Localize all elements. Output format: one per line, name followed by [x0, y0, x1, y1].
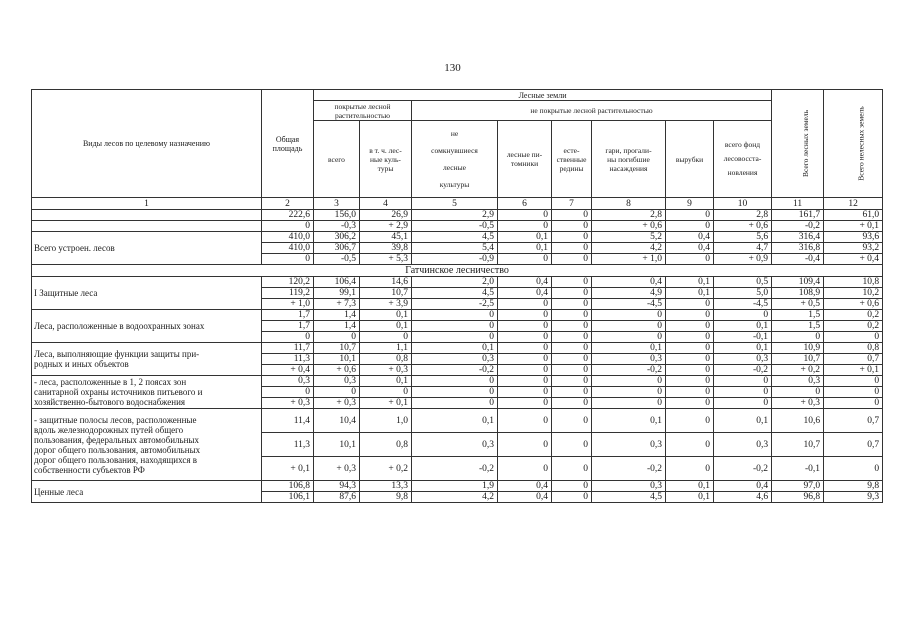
table-cell: 156,0: [314, 210, 360, 221]
table-cell: 0: [666, 332, 714, 343]
table-cell: 1,5: [772, 310, 824, 321]
table-cell: 0,1: [666, 492, 714, 503]
table-cell: 108,9: [772, 288, 824, 299]
table-cell: 0: [552, 232, 592, 243]
table-cell: 0: [360, 387, 412, 398]
row-label: [32, 221, 262, 232]
table-cell: 0: [262, 221, 314, 232]
table-cell: 93,2: [824, 243, 883, 254]
row-label: - защитные полосы лесов, расположенные вдоль железнодорожных путей общего пользования, федеральных автомобильных дорог общего пользования, автомобильных дорог общего пользования, находящихся в собственности субъектов РФ: [32, 409, 262, 481]
table-cell: -0,5: [412, 221, 498, 232]
table-cell: 109,4: [772, 277, 824, 288]
table-cell: 0: [498, 343, 552, 354]
table-cell: 0: [498, 387, 552, 398]
table-cell: 0: [498, 409, 552, 433]
table-cell: 2,0: [412, 277, 498, 288]
table-cell: 0: [552, 481, 592, 492]
row-label: [32, 210, 262, 221]
table-cell: 0,3: [592, 481, 666, 492]
table-cell: 0: [552, 332, 592, 343]
table-cell: -0,2: [714, 457, 772, 481]
table-cell: 0,1: [714, 321, 772, 332]
table-cell: -0,2: [714, 365, 772, 376]
header-forest-lands: Лесные земли: [314, 90, 772, 101]
table-cell: 0: [412, 387, 498, 398]
table-cell: 0: [314, 387, 360, 398]
table-cell: 0: [772, 387, 824, 398]
table-cell: 0: [666, 365, 714, 376]
table-cell: 0: [498, 221, 552, 232]
table-cell: 0: [262, 332, 314, 343]
table-cell: + 0,1: [262, 457, 314, 481]
table-cell: 4,9: [592, 288, 666, 299]
table-cell: + 0,3: [314, 457, 360, 481]
table-cell: 0: [314, 332, 360, 343]
table-cell: 0,1: [592, 409, 666, 433]
table-cell: 1,4: [314, 310, 360, 321]
table-cell: 0,1: [666, 288, 714, 299]
table-cell: + 0,3: [772, 398, 824, 409]
table-cell: 0,1: [714, 409, 772, 433]
table-cell: 45,1: [360, 232, 412, 243]
table-cell: 5,4: [412, 243, 498, 254]
table-cell: 120,2: [262, 277, 314, 288]
table-cell: 0,1: [412, 409, 498, 433]
table-cell: 0: [498, 332, 552, 343]
table-cell: 0: [552, 299, 592, 310]
table-cell: 2,8: [592, 210, 666, 221]
table-cell: 0,4: [498, 288, 552, 299]
table-cell: 0: [552, 398, 592, 409]
header-total: всего: [314, 121, 360, 198]
table-cell: 10,1: [314, 433, 360, 457]
table-cell: 0: [552, 433, 592, 457]
table-row: [32, 376, 883, 387]
table-cell: 94,3: [314, 481, 360, 492]
table-cell: + 0,2: [772, 365, 824, 376]
table-cell: -4,5: [714, 299, 772, 310]
table-cell: 0,3: [592, 354, 666, 365]
table-cell: -0,1: [772, 457, 824, 481]
table-cell: 0: [666, 299, 714, 310]
row-label: I Защитные леса: [32, 277, 262, 310]
table-cell: 0,1: [360, 376, 412, 387]
table-cell: 0: [592, 321, 666, 332]
table-cell: 0,1: [412, 343, 498, 354]
header-burnt-areas: гари, прогали- ны погибшие насаждения: [592, 121, 666, 198]
table-cell: 410,0: [262, 243, 314, 254]
table-cell: + 0,5: [772, 299, 824, 310]
table-cell: 0: [666, 433, 714, 457]
table-cell: -0,2: [772, 221, 824, 232]
table-cell: 0: [592, 398, 666, 409]
table-cell: 11,4: [262, 409, 314, 433]
table-cell: 0: [262, 254, 314, 265]
header-total-area: Общая площадь: [262, 90, 314, 198]
table-cell: + 1,0: [262, 299, 314, 310]
header-covered: покрытые лесной растительностью: [314, 101, 412, 121]
table-cell: 0: [666, 387, 714, 398]
table-cell: + 0,1: [824, 365, 883, 376]
table-cell: 4,2: [412, 492, 498, 503]
table-cell: + 0,9: [714, 254, 772, 265]
table-cell: 11,3: [262, 433, 314, 457]
table-cell: 4,2: [592, 243, 666, 254]
row-label: Всего устроен. лесов: [32, 232, 262, 265]
table-cell: 0,1: [498, 243, 552, 254]
table-cell: 2,9: [412, 210, 498, 221]
table-cell: 0: [666, 210, 714, 221]
table-cell: 0: [552, 492, 592, 503]
table-cell: 0: [552, 321, 592, 332]
table-cell: 97,0: [772, 481, 824, 492]
table-cell: 10,7: [772, 433, 824, 457]
row-label: Леса, расположенные в водоохранных зонах: [32, 310, 262, 343]
header-clearings: вырубки: [666, 121, 714, 198]
table-cell: 0,1: [592, 343, 666, 354]
table-cell: 0,8: [824, 343, 883, 354]
table-cell: -0,2: [592, 457, 666, 481]
table-cell: -0,4: [772, 254, 824, 265]
table-cell: 0: [552, 221, 592, 232]
table-cell: 0: [552, 310, 592, 321]
header-unclosed-cultures: не сомкнувшиеся лесные культуры: [412, 121, 498, 198]
table-cell: 4,5: [412, 288, 498, 299]
table-cell: 0,1: [360, 321, 412, 332]
table-cell: + 0,1: [360, 398, 412, 409]
table-cell: 4,5: [412, 232, 498, 243]
table-cell: 0: [714, 398, 772, 409]
table-cell: -0,1: [714, 332, 772, 343]
header-natural-glades: есте- ственные редины: [552, 121, 592, 198]
section-title: Гатчинское лесничество: [32, 265, 883, 277]
table-cell: 0: [498, 354, 552, 365]
table-cell: 0: [592, 310, 666, 321]
table-cell: 9,3: [824, 492, 883, 503]
table-cell: + 0,3: [314, 398, 360, 409]
table-cell: 0,4: [498, 481, 552, 492]
table-cell: 4,7: [714, 243, 772, 254]
table-cell: 0,4: [666, 232, 714, 243]
table-cell: 0: [498, 365, 552, 376]
table-row: [32, 409, 883, 433]
table-cell: 11,3: [262, 354, 314, 365]
table-cell: + 0,6: [714, 221, 772, 232]
table-cell: 0,7: [824, 354, 883, 365]
table-cell: 87,6: [314, 492, 360, 503]
table-cell: 0: [498, 376, 552, 387]
table-cell: 99,1: [314, 288, 360, 299]
table-cell: 0: [666, 310, 714, 321]
table-cell: 5,0: [714, 288, 772, 299]
table-cell: 5,6: [714, 232, 772, 243]
table-cell: + 2,9: [360, 221, 412, 232]
table-cell: 0: [714, 310, 772, 321]
table-cell: 0: [552, 243, 592, 254]
table-cell: 4,6: [714, 492, 772, 503]
table-cell: 0: [498, 321, 552, 332]
table-cell: 11,7: [262, 343, 314, 354]
table-cell: 0: [552, 277, 592, 288]
table-row: [32, 310, 883, 321]
table-cell: 39,8: [360, 243, 412, 254]
table-cell: 0,1: [714, 343, 772, 354]
table-cell: 0,4: [498, 492, 552, 503]
table-row: [32, 221, 883, 232]
table-cell: 0,3: [412, 354, 498, 365]
table-cell: 316,8: [772, 243, 824, 254]
table-cell: 0: [666, 376, 714, 387]
table-cell: 0,3: [772, 376, 824, 387]
table-cell: 0: [552, 254, 592, 265]
table-cell: 1,0: [360, 409, 412, 433]
table-cell: 0,2: [824, 310, 883, 321]
table-cell: 410,0: [262, 232, 314, 243]
header-not-covered: не покрытые лесной растительностью: [412, 101, 772, 121]
table-cell: 1,9: [412, 481, 498, 492]
row-label: - леса, расположенные в 1, 2 поясах зон санитарной охраны источников питьевого и хозяйственно-бытового водоснабжения: [32, 376, 262, 409]
table-cell: 0,1: [498, 232, 552, 243]
header-reforestation-fund: всего фонд лесовосста- новления: [714, 121, 772, 198]
table-cell: 61,0: [824, 210, 883, 221]
table-cell: 9,8: [824, 481, 883, 492]
table-cell: 0,4: [714, 481, 772, 492]
table-cell: 14,6: [360, 277, 412, 288]
header-incl-cultures: в т. ч. лес- ные куль- туры: [360, 121, 412, 198]
table-cell: 0: [666, 321, 714, 332]
table-cell: 0: [262, 387, 314, 398]
table-row: [32, 232, 883, 243]
table-cell: -0,2: [412, 457, 498, 481]
header-total-forest-lands: Всего лесных земель: [772, 90, 824, 198]
table-cell: 0: [412, 332, 498, 343]
table-row: [32, 343, 883, 354]
table-cell: 0: [824, 387, 883, 398]
row-label: Ценные леса: [32, 481, 262, 503]
table-cell: 0: [592, 387, 666, 398]
table-row: [32, 481, 883, 492]
table-cell: 0,3: [412, 433, 498, 457]
table-cell: + 0,6: [824, 299, 883, 310]
table-cell: 0: [412, 321, 498, 332]
table-cell: 0: [498, 310, 552, 321]
table-cell: 316,4: [772, 232, 824, 243]
table-cell: 10,7: [314, 343, 360, 354]
table-cell: 0: [552, 376, 592, 387]
table-cell: -0,2: [592, 365, 666, 376]
table-cell: 0: [666, 354, 714, 365]
table-cell: 0: [552, 354, 592, 365]
table-cell: 0: [592, 332, 666, 343]
table-cell: 0: [360, 332, 412, 343]
table-cell: 0: [824, 398, 883, 409]
table-cell: 0: [552, 210, 592, 221]
table-cell: 0: [666, 221, 714, 232]
table-cell: 0,7: [824, 433, 883, 457]
table-cell: 10,7: [772, 354, 824, 365]
page-number: 130: [444, 62, 461, 74]
table-cell: 0: [666, 409, 714, 433]
table-cell: 0,5: [714, 277, 772, 288]
table-cell: 0: [824, 457, 883, 481]
table-cell: 0: [552, 457, 592, 481]
table-cell: 10,1: [314, 354, 360, 365]
table-cell: 10,7: [360, 288, 412, 299]
table-cell: 0,4: [592, 277, 666, 288]
table-cell: 222,6: [262, 210, 314, 221]
table-cell: 13,3: [360, 481, 412, 492]
table-cell: 4,5: [592, 492, 666, 503]
table-cell: 1,7: [262, 321, 314, 332]
forest-land-table: [31, 89, 883, 503]
table-cell: 0: [666, 457, 714, 481]
table-cell: + 0,1: [824, 221, 883, 232]
table-cell: 161,7: [772, 210, 824, 221]
table-cell: -0,2: [412, 365, 498, 376]
table-cell: 0,3: [262, 376, 314, 387]
table-cell: -0,5: [314, 254, 360, 265]
table-cell: 0: [552, 387, 592, 398]
table-cell: 0: [498, 398, 552, 409]
table-cell: 0: [552, 365, 592, 376]
table-cell: 0,3: [592, 433, 666, 457]
table-cell: 0,7: [824, 409, 883, 433]
table-cell: 0: [714, 387, 772, 398]
table-cell: 0: [772, 332, 824, 343]
table-cell: 0,3: [714, 354, 772, 365]
table-row: [32, 277, 883, 288]
table-cell: 10,9: [772, 343, 824, 354]
table-cell: 1,1: [360, 343, 412, 354]
table-cell: -0,9: [412, 254, 498, 265]
table-cell: 0: [412, 376, 498, 387]
table-cell: 106,1: [262, 492, 314, 503]
header-forest-types: Виды лесов по целевому назначению: [32, 90, 262, 198]
table-cell: + 0,3: [360, 365, 412, 376]
table-cell: 1,7: [262, 310, 314, 321]
table-cell: 96,8: [772, 492, 824, 503]
table-cell: 9,8: [360, 492, 412, 503]
table-cell: -0,3: [314, 221, 360, 232]
table-cell: 306,2: [314, 232, 360, 243]
table-cell: -2,5: [412, 299, 498, 310]
table-cell: 93,6: [824, 232, 883, 243]
table-cell: 106,4: [314, 277, 360, 288]
table-cell: + 0,3: [262, 398, 314, 409]
table-cell: + 5,3: [360, 254, 412, 265]
table-cell: 0: [412, 310, 498, 321]
table-cell: 0,3: [714, 433, 772, 457]
table-cell: 26,9: [360, 210, 412, 221]
table-cell: 0,2: [824, 321, 883, 332]
header-nurseries: лесные пи- томники: [498, 121, 552, 198]
table-cell: 306,7: [314, 243, 360, 254]
table-cell: 0,1: [666, 481, 714, 492]
table-cell: -4,5: [592, 299, 666, 310]
table-cell: 0: [666, 343, 714, 354]
table-cell: 0,4: [666, 243, 714, 254]
table-cell: 10,4: [314, 409, 360, 433]
table-cell: + 0,6: [314, 365, 360, 376]
table-cell: 0,8: [360, 354, 412, 365]
table-cell: 0: [498, 299, 552, 310]
table-cell: + 0,2: [360, 457, 412, 481]
table-cell: 0: [824, 376, 883, 387]
table-cell: 0,1: [666, 277, 714, 288]
table-cell: 10,2: [824, 288, 883, 299]
row-label: Леса, выполняющие функции защиты при- родных и иных объектов: [32, 343, 262, 376]
table-cell: + 0,6: [592, 221, 666, 232]
table-cell: 0: [824, 332, 883, 343]
table-cell: 0: [412, 398, 498, 409]
table-cell: + 0,4: [262, 365, 314, 376]
table-cell: 1,4: [314, 321, 360, 332]
table-cell: 2,8: [714, 210, 772, 221]
table-cell: 119,2: [262, 288, 314, 299]
table-cell: 106,8: [262, 481, 314, 492]
column-number-row: 1 2 3 4 5 6 7 8 9 10 11 12: [32, 198, 883, 210]
table-cell: 0: [592, 376, 666, 387]
table-cell: 0,1: [360, 310, 412, 321]
table-cell: 0: [498, 210, 552, 221]
table-cell: 0: [498, 433, 552, 457]
table-cell: 0: [666, 254, 714, 265]
table-cell: + 0,4: [824, 254, 883, 265]
table-cell: 5,2: [592, 232, 666, 243]
table-cell: 0: [552, 343, 592, 354]
table-cell: + 7,3: [314, 299, 360, 310]
table-cell: 0: [498, 254, 552, 265]
table-cell: 0,8: [360, 433, 412, 457]
table-cell: 0,4: [498, 277, 552, 288]
table-row: [32, 210, 883, 221]
table-cell: 0: [498, 457, 552, 481]
table-cell: 0: [552, 409, 592, 433]
table-cell: 1,5: [772, 321, 824, 332]
table-cell: 10,8: [824, 277, 883, 288]
table-cell: 0: [552, 288, 592, 299]
table-cell: 0: [714, 376, 772, 387]
header-total-nonforest-lands: Всего нелесных земель: [824, 90, 883, 198]
table-cell: + 3,9: [360, 299, 412, 310]
table-cell: 0,3: [314, 376, 360, 387]
table-cell: 0: [666, 398, 714, 409]
table-cell: + 1,0: [592, 254, 666, 265]
table-cell: 10,6: [772, 409, 824, 433]
